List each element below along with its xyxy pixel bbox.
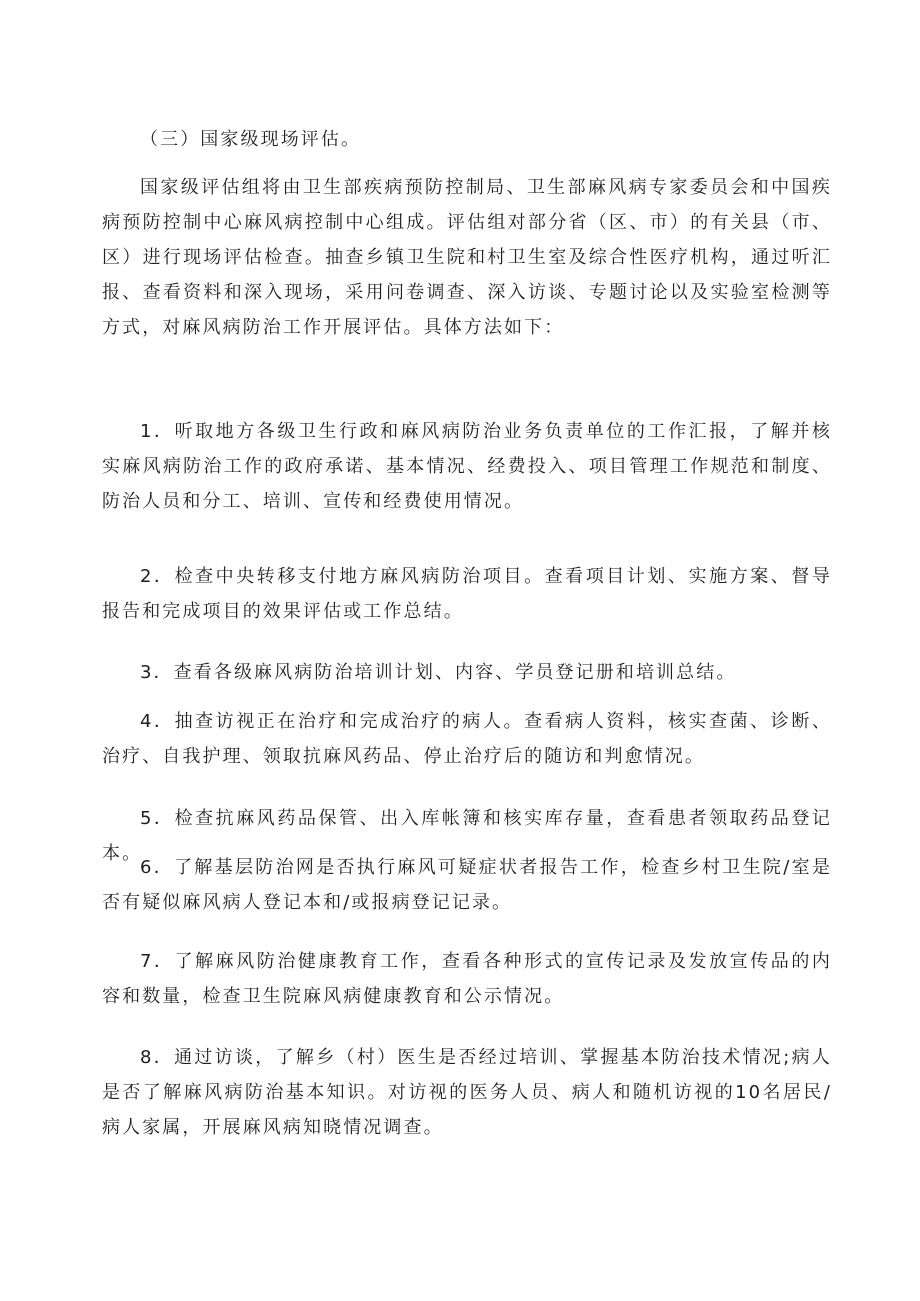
method-item-5: 5．检查抗麻风药品保管、出入库帐簿和核实库存量，查看患者领取药品登记本。 xyxy=(102,808,832,864)
method-item-6: 6．了解基层防治网是否执行麻风可疑症状者报告工作，检查乡村卫生院/室是否有疑似麻风病人登记本和/或报病登记记录。 xyxy=(102,857,832,913)
intro-paragraph: 国家级评估组将由卫生部疾病预防控制局、卫生部麻风病专家委员会和中国疾病预防控制中心麻风病控制中心组成。评估组对部分省（区、市）的有关县（市、区）进行现场评估检查。抽查乡镇卫生院和村卫生室及综合性医疗机构，通过听汇报、查看资料和深入现场，采用问卷调查、深入访谈、专题讨论以及实验室检测等方式，对麻风病防治工作开展评估。具体方法如下： xyxy=(102,177,832,338)
method-item-4: 4．抽查访视正在治疗和完成治疗的病人。查看病人资料，核实查菌、诊断、治疗、自我护理、领取抗麻风药品、停止治疗后的随访和判愈情况。 xyxy=(102,711,832,767)
method-item-1: 1．听取地方各级卫生行政和麻风病防治业务负责单位的工作汇报，了解并核实麻风病防治工作的政府承诺、基本情况、经费投入、项目管理工作规范和制度、防治人员和分工、培训、宣传和经费使用情况。 xyxy=(102,421,832,512)
method-item-3: 3．查看各级麻风病防治培训计划、内容、学员登记册和培训总结。 xyxy=(140,662,737,683)
section-heading: （三）国家级现场评估。 xyxy=(140,129,362,150)
method-item-7: 7．了解麻风防治健康教育工作，查看各种形式的宣传记录及发放宣传品的内容和数量，检查卫生院麻风病健康教育和公示情况。 xyxy=(102,951,832,1007)
method-item-8: 8．通过访谈，了解乡（村）医生是否经过培训、掌握基本防治技术情况;病人是否了解麻风病防治基本知识。对访视的医务人员、病人和随机访视的10名居民/病人家属，开展麻风病知晓情况调查。 xyxy=(102,1047,832,1138)
method-item-2: 2．检查中央转移支付地方麻风病防治项目。查看项目计划、实施方案、督导报告和完成项目的效果评估或工作总结。 xyxy=(102,566,832,622)
